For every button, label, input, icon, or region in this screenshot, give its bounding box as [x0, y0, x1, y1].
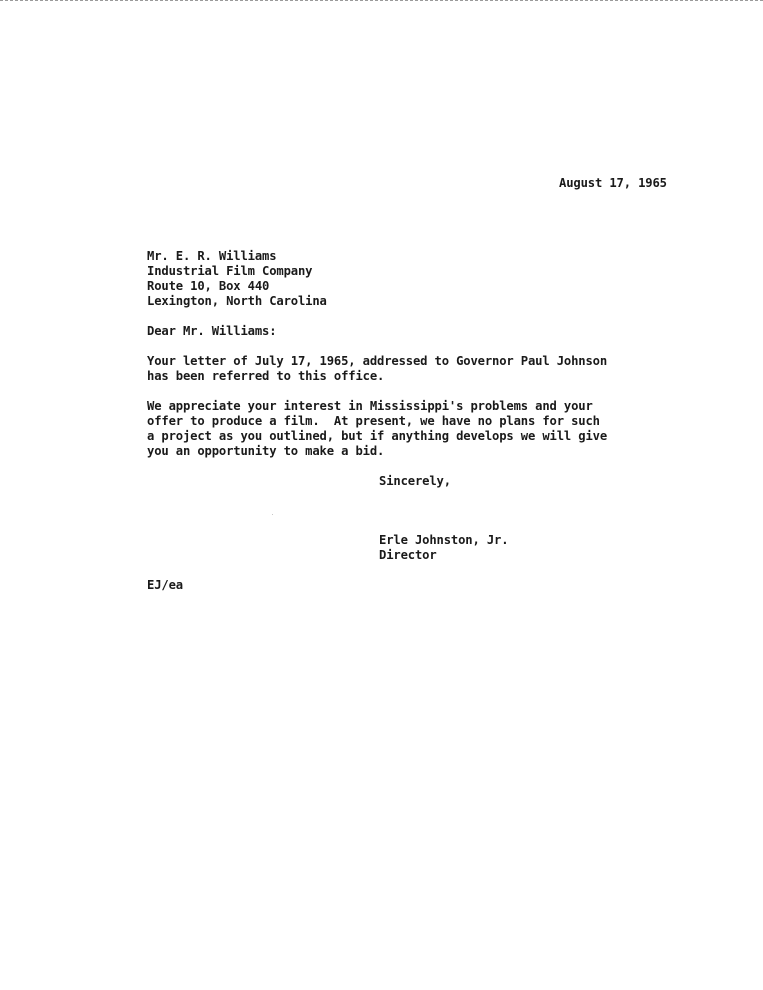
salutation: Dear Mr. Williams:: [147, 324, 277, 338]
paragraph-line: offer to produce a film. At present, we have no plans for such: [147, 414, 600, 428]
paragraph-line: has been referred to this office.: [147, 369, 385, 383]
paragraph-line: a project as you outlined, but if anything develops we will give: [147, 429, 607, 443]
paragraph-line: you an opportunity to make a bid.: [147, 444, 385, 458]
complimentary-close: Sincerely,: [379, 474, 451, 488]
recipient-street: Route 10, Box 440: [147, 279, 270, 293]
reference-initials: EJ/ea: [147, 578, 183, 592]
letter-date: August 17, 1965: [559, 176, 667, 190]
paragraph-line: We appreciate your interest in Mississippi's problems and your: [147, 399, 593, 413]
signer-name: Erle Johnston, Jr.: [379, 533, 509, 547]
paragraph-line: Your letter of July 17, 1965, addressed to Governor Paul Johnson: [147, 354, 607, 368]
signer-title: Director: [379, 548, 437, 562]
paper-speck: [272, 514, 273, 515]
recipient-city: Lexington, North Carolina: [147, 294, 327, 308]
recipient-company: Industrial Film Company: [147, 264, 313, 278]
recipient-name: Mr. E. R. Williams: [147, 249, 277, 263]
